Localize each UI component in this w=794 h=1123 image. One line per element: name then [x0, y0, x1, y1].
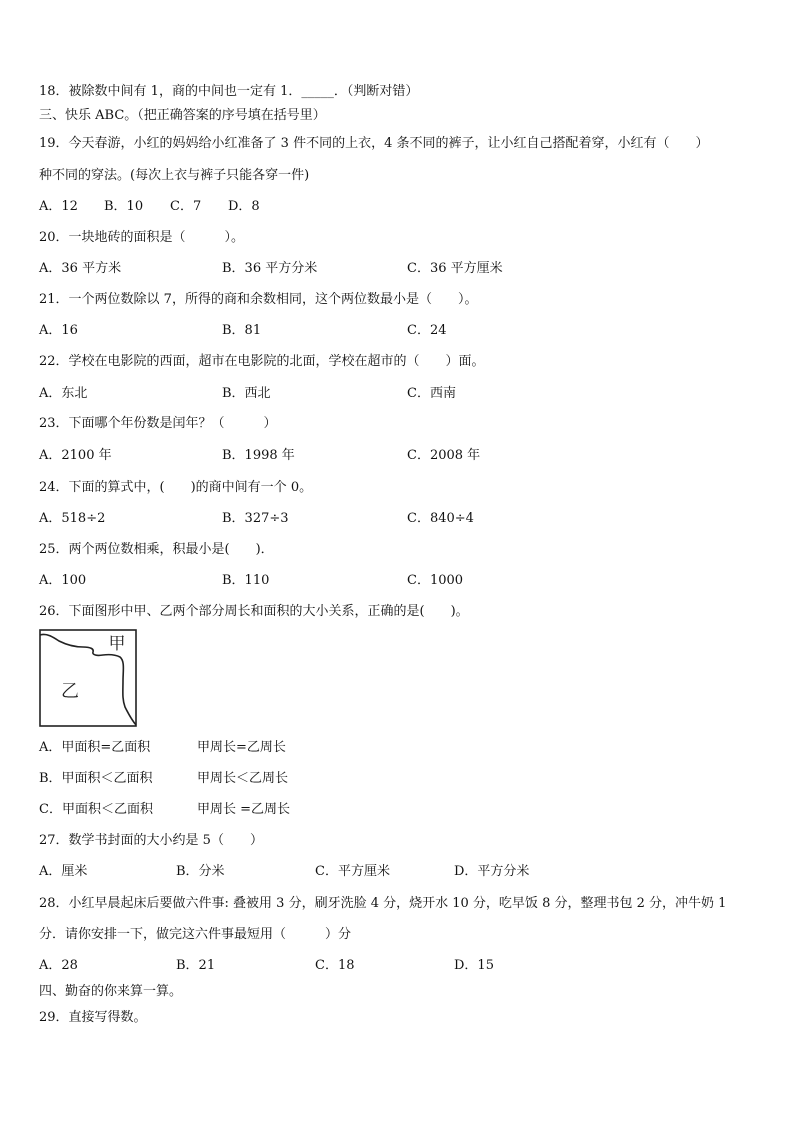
q22-option-b: B．西北 [222, 386, 271, 401]
q27-option-d: D．平方分米 [454, 864, 530, 879]
question-19-line-2: 种不同的穿法。(每次上衣与裤子只能各穿一件) [39, 168, 310, 183]
question-26: 26．下面图形中甲、乙两个部分周长和面积的大小关系，正确的是( )。 [39, 604, 469, 619]
question-28-line-2: 分．请你安排一下，做完这六件事最短用（ ）分 [39, 927, 352, 942]
section-4-heading: 四、勤奋的你来算一算。 [39, 984, 183, 999]
q19-option-b: B．10 [104, 199, 144, 214]
question-18: 18．被除数中间有 1，商的中间也一定有 1．_____．（判断对错） [39, 84, 419, 99]
q26-option-b-perimeter: 甲周长＜乙周长 [197, 771, 289, 786]
question-20: 20．一块地砖的面积是（ ）。 [39, 230, 245, 245]
question-27: 27．数学书封面的大小约是 5（ ） [39, 833, 263, 848]
question-25: 25．两个两位数相乘，积最小是( )． [39, 542, 274, 557]
q22-option-c: C．西南 [407, 386, 456, 401]
jia-yi-figure [39, 629, 137, 727]
question-21: 21．一个两位数除以 7，所得的商和余数相同，这个两位数最小是（ ）。 [39, 292, 478, 307]
q24-option-c: C．840÷4 [407, 511, 474, 526]
q23-option-a: A．2100 年 [39, 448, 112, 463]
q19-option-a: A．12 [39, 199, 78, 214]
question-24: 24．下面的算式中，( )的商中间有一个 0。 [39, 480, 313, 495]
q26-option-c-perimeter: 甲周长 =乙周长 [197, 802, 291, 817]
label-jia: 甲 [108, 634, 126, 654]
question-23: 23．下面哪个年份数是闰年？（ ） [39, 416, 277, 431]
question-19-line-1: 19．今天春游，小红的妈妈给小红准备了 3 件不同的上衣，4 条不同的裤子，让小红自己搭配着穿，小红有（ ） [39, 136, 709, 151]
q28-option-c: C．18 [315, 958, 355, 973]
question-22: 22．学校在电影院的西面，超市在电影院的北面，学校在超市的（ ）面。 [39, 354, 485, 369]
q28-option-b: B．21 [176, 958, 216, 973]
q28-option-a: A．28 [39, 958, 78, 973]
q26-option-c-area: C．甲面积＜乙面积 [39, 802, 153, 817]
question-29: 29．直接写得数。 [39, 1010, 147, 1025]
q24-option-a: A．518÷2 [39, 511, 106, 526]
q20-option-b: B．36 平方分米 [222, 261, 318, 276]
q25-option-c: C．1000 [407, 573, 464, 588]
q23-option-c: C．2008 年 [407, 448, 481, 463]
q27-option-c: C．平方厘米 [315, 864, 390, 879]
q19-option-d: D．8 [228, 199, 260, 214]
q21-option-a: A．16 [39, 323, 78, 338]
q24-option-b: B．327÷3 [222, 511, 289, 526]
q21-option-b: B．81 [222, 323, 262, 338]
q26-option-a-area: A．甲面积=乙面积 [39, 740, 151, 755]
q25-option-b: B．110 [222, 573, 270, 588]
q23-option-b: B．1998 年 [222, 448, 295, 463]
q20-option-a: A．36 平方米 [39, 261, 122, 276]
q20-option-c: C．36 平方厘米 [407, 261, 503, 276]
q22-option-a: A．东北 [39, 386, 88, 401]
q27-option-b: B．分米 [176, 864, 225, 879]
q26-option-b-area: B．甲面积＜乙面积 [39, 771, 153, 786]
q21-option-c: C．24 [407, 323, 447, 338]
q26-option-a-perimeter: 甲周长=乙周长 [197, 740, 286, 755]
q25-option-a: A．100 [39, 573, 87, 588]
question-28-line-1: 28．小红早晨起床后要做六件事: 叠被用 3 分，刷牙洗脸 4 分，烧开水 10 分，吃早饭 8 分，整理书包 2 分，冲牛奶 1 [39, 896, 727, 911]
q27-option-a: A．厘米 [39, 864, 88, 879]
q28-option-d: D．15 [454, 958, 494, 973]
label-yi: 乙 [61, 681, 79, 702]
q19-option-c: C．7 [170, 199, 202, 214]
section-3-heading: 三、快乐 ABC。（把正确答案的序号填在括号里） [39, 108, 326, 123]
